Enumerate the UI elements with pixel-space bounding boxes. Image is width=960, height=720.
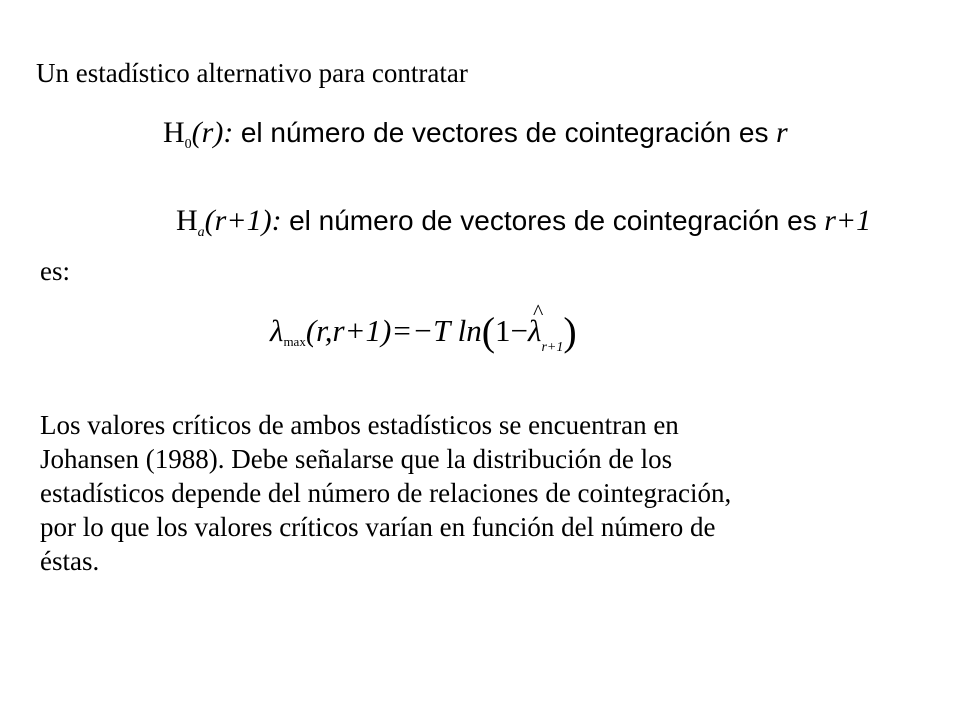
paragraph-line: por lo que los valores críticos varían en función del número de [40,512,716,542]
lambda-hat-subscript: r+1 [541,340,564,355]
es-label: es: [40,256,70,286]
ha-argument: (r+1): [204,204,282,237]
h0-text: el número de vectores de cointegración es [240,117,769,148]
paragraph-line: Los valores críticos de ambos estadísticos se encuentran en [40,410,679,440]
lambda-hat-symbol: ^ λ [528,313,541,349]
lambda-max-formula [270,308,577,356]
ha-symbol: H [176,204,198,237]
h0-tail: r [775,116,788,149]
lambda-symbol: λ [270,313,284,348]
formula-args: (r,r+1)=−T ln [305,313,482,348]
h0-subscript: 0 [184,137,192,152]
alternative-hypothesis [176,204,871,241]
ha-tail: r+1 [824,204,872,237]
h0-argument: (r): [191,116,234,149]
ha-subscript: a [197,225,205,240]
intro-text: Un estadístico alternativo para contratar [36,58,468,88]
h0-symbol: H [163,116,185,149]
explanation-paragraph [40,408,880,578]
paragraph-line: éstas. [40,546,100,576]
ha-text: el número de vectores de cointegración es [289,205,817,236]
lambda-subscript: max [283,334,306,349]
formula-close-paren: ) [563,309,577,354]
paragraph-line: Johansen (1988). Debe señalarse que la distribución de los [40,444,673,474]
null-hypothesis [163,116,788,153]
formula-one-minus: 1− [495,313,529,348]
paragraph-line: estadísticos depende del número de relaciones de cointegración, [40,478,732,508]
formula-open-paren: ( [481,309,496,354]
